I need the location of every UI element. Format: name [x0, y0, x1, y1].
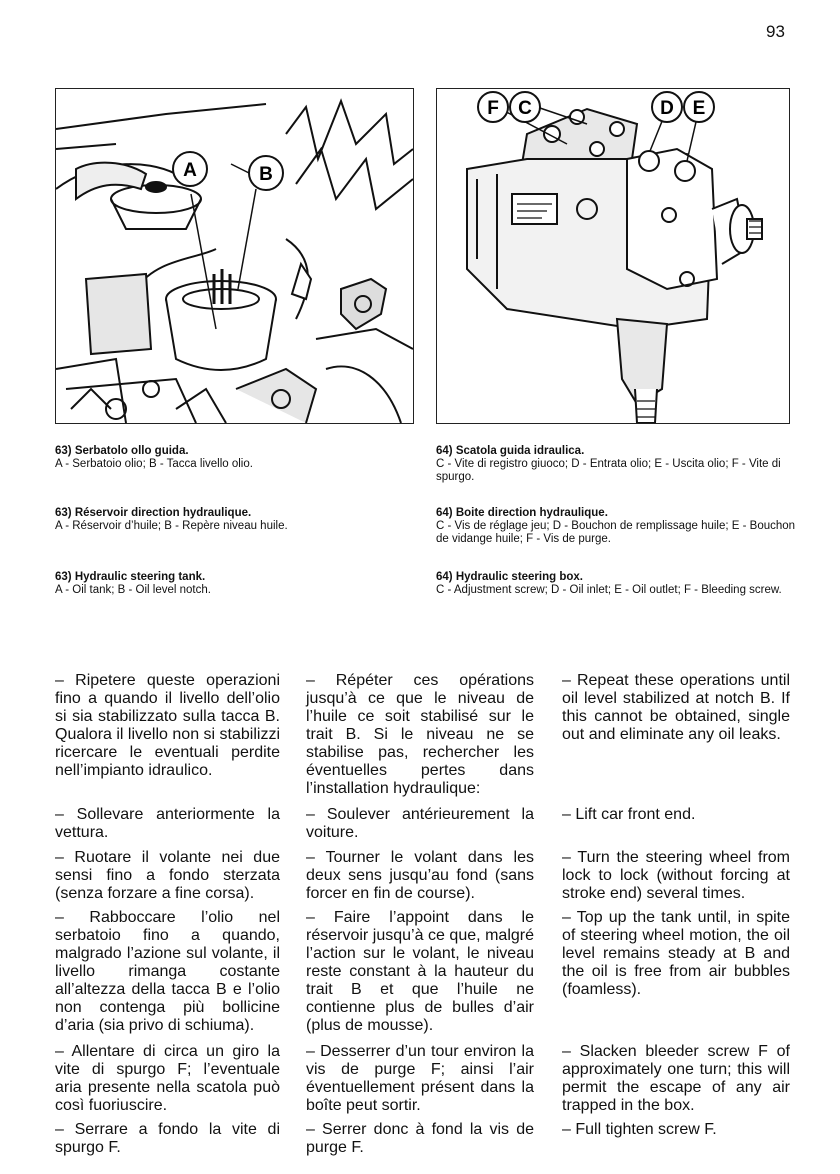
- caption-63-french: [55, 507, 410, 533]
- caption-title: 63) Serbatolo ollo guida.: [55, 445, 189, 457]
- page-number: 93: [766, 22, 785, 41]
- caption-64-italian: [436, 445, 808, 484]
- callout-a: A: [183, 160, 197, 181]
- steering-box-illustration: [437, 89, 789, 423]
- caption-63-english: [55, 571, 410, 597]
- caption-title: 64) Boite direction hydraulique.: [436, 507, 608, 519]
- paragraph-en-4: – Top up the tank until, in spite of steering wheel motion, the oil level remains steady at B and the oil is free from air bubbles (foamless).: [562, 909, 790, 998]
- paragraph-it-5: – Allentare di circa un giro la vite di spurgo F; l’eventuale aria presente nella scatola può così fuoriuscire.: [55, 1043, 280, 1114]
- paragraph-fr-5: – Desserrer d’un tour environ la vis de purge F; ainsi l’air éventuellement présent dans la boîte peut sortir.: [306, 1043, 534, 1114]
- paragraph-en-5: – Slacken bleeder screw F of approximately one turn; this will permit the escape of any air trapped in the box.: [562, 1043, 790, 1114]
- figure-64-steering-box: [436, 88, 790, 424]
- caption-body: C - Adjustment screw; D - Oil inlet; E - Oil outlet; F - Bleeding screw.: [436, 584, 782, 596]
- caption-63-italian: [55, 445, 410, 471]
- paragraph-en-6: – Full tighten screw F.: [562, 1121, 717, 1138]
- callout-b: B: [259, 164, 273, 185]
- paragraph-it-4: – Rabboccare l’olio nel serbatoio fino a quando, malgrado l’azione sul volante, il livello rimanga costante all’altezza della tacca B e l’olio non contenga più bollicine d’aria (sia privo di schiuma).: [55, 909, 280, 1034]
- caption-64-french: [436, 507, 808, 546]
- paragraph-it-1: – Ripetere queste operazioni fino a quando il livello dell’olio si sia stabilizzato sulla tacca B. Qualora il livello non si stabilizzi ricercare le eventuali perdite nell’impianto idraulico.: [55, 672, 280, 779]
- callout-f: F: [487, 98, 499, 119]
- caption-body: A - Serbatoio olio; B - Tacca livello olio.: [55, 458, 253, 470]
- caption-body: A - Oil tank; B - Oil level notch.: [55, 584, 211, 596]
- paragraph-it-6: – Serrare a fondo la vite di spurgo F.: [55, 1121, 280, 1156]
- caption-body: A - Réservoir d’huile; B - Repère niveau huile.: [55, 520, 288, 532]
- paragraph-fr-1: – Répéter ces opérations jusqu’à ce que le niveau de l’huile ce soit stabilisé sur le trait B. Si le niveau ne se stabilise pas, rechercher les éventuelles pertes dans l’installation hydraulique:: [306, 672, 534, 797]
- callout-c: C: [518, 98, 532, 119]
- paragraph-fr-4: – Faire l’appoint dans le réservoir jusqu’à ce que, malgré l’action sur le volant, le niveau reste constant à la hauteur du trait B et que l’huile ne contienne plus de bulles d’air (plus de mousse).: [306, 909, 534, 1034]
- paragraph-en-2: – Lift car front end.: [562, 806, 696, 823]
- caption-body: C - Vite di registro giuoco; D - Entrata olio; E - Uscita olio; F - Vite di spurgo.: [436, 458, 781, 483]
- caption-64-english: [436, 571, 808, 597]
- paragraph-en-1: – Repeat these operations until oil level stabilized at notch B. If this cannot be obtained, single out and eliminate any oil leaks.: [562, 672, 790, 743]
- caption-title: 63) Hydraulic steering tank.: [55, 571, 206, 583]
- callout-d: D: [660, 98, 674, 119]
- caption-title: 64) Scatola guida idraulica.: [436, 445, 585, 457]
- callout-e: E: [692, 98, 706, 119]
- paragraph-it-3: – Ruotare il volante nei due sensi fino a fondo sterzata (senza forzare a fine corsa).: [55, 849, 280, 902]
- paragraph-en-3: – Turn the steering wheel from lock to lock (without forcing at stroke end) several times.: [562, 849, 790, 902]
- paragraph-fr-3: – Tourner le volant dans les deux sens jusqu’au fond (sans forcer en fin de course).: [306, 849, 534, 902]
- oil-tank-illustration: [56, 89, 413, 423]
- paragraph-it-2: – Sollevare anteriormente la vettura.: [55, 806, 280, 841]
- paragraph-fr-2: – Soulever antérieurement la voiture.: [306, 806, 534, 841]
- caption-title: 63) Réservoir direction hydraulique.: [55, 507, 252, 519]
- caption-title: 64) Hydraulic steering box.: [436, 571, 583, 583]
- paragraph-fr-6: – Serrer donc à fond la vis de purge F.: [306, 1121, 534, 1156]
- figure-63-oil-tank: [55, 88, 414, 424]
- caption-body: C - Vis de réglage jeu; D - Bouchon de remplissage huile; E - Bouchon de vidange huile; F - Vis de purge.: [436, 520, 796, 545]
